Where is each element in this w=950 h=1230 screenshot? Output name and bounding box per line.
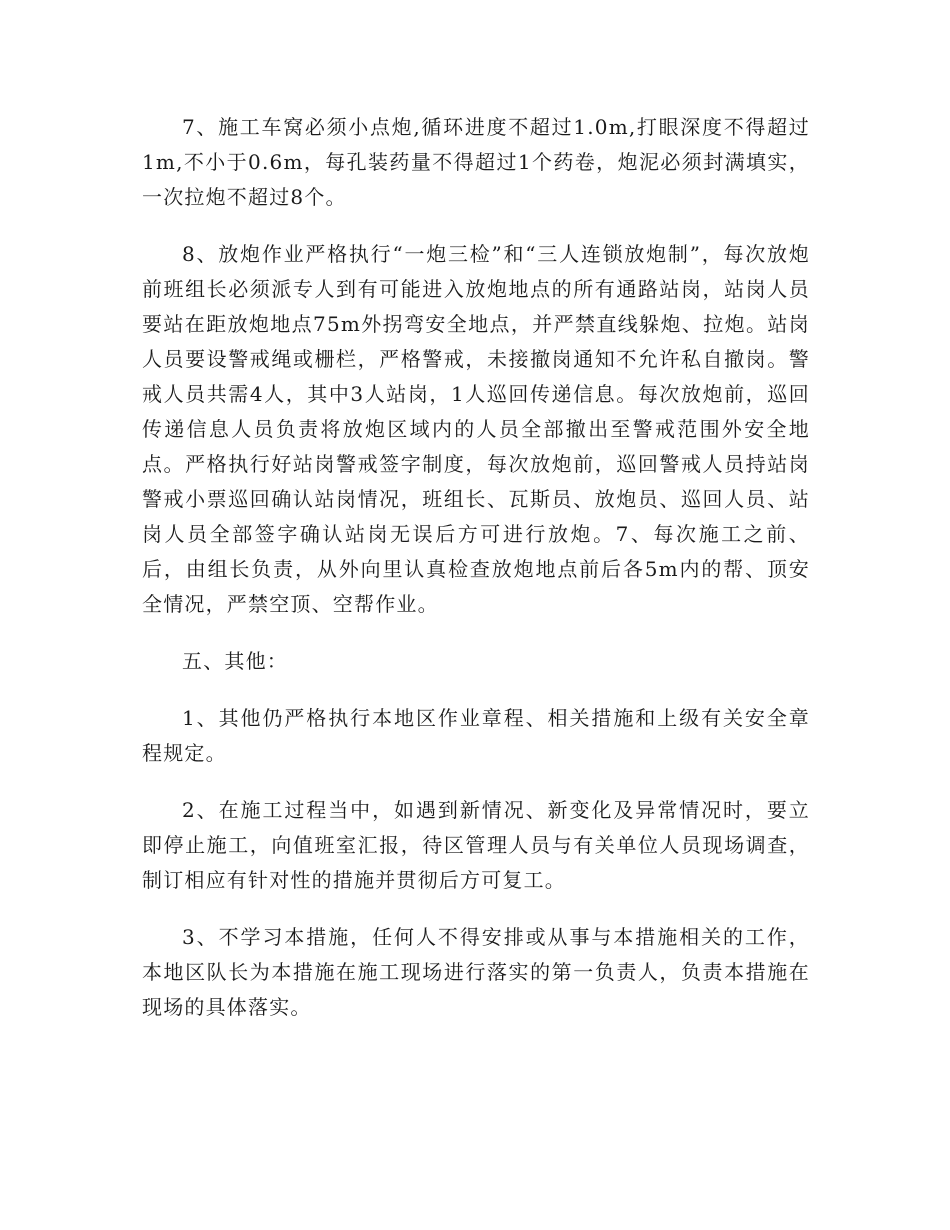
paragraph-item-other-2: 2、在施工过程当中，如遇到新情况、新变化及异常情况时，要立即停止施工，向值班室汇报，待区管理人员与有关单位人员现场调查，制订相应有针对性的措施并贯彻后方可复工。 <box>142 798 810 892</box>
paragraph-item-7: 7、施工车窝必须小点炮,循环进度不超过1.0m,打眼深度不得超过1m,不小于0.6m，每孔装药量不得超过1个药卷，炮泥必须封满填实，一次拉炮不超过8个。 <box>142 115 810 209</box>
paragraph-item-8: 8、放炮作业严格执行“一炮三检”和“三人连锁放炮制”，每次放炮前班组长必须派专人到有可能进入放炮地点的所有通路站岗，站岗人员要站在距放炮地点75m外拐弯安全地点，并严禁直线躲炮、拉炮。站岗人员要设警戒绳或栅栏，严格警戒，未接撤岗通知不允许私自撤岗。警戒人员共需4人，其中3人站岗，1人巡回传递信息。每次放炮前，巡回传递信息人员负责将放炮区域内的人员全部撤出至警戒范围外安全地点。严格执行好站岗警戒签字制度，每次放炮前，巡回警戒人员持站岗警戒小票巡回确认站岗情况，班组长、瓦斯员、放炮员、巡回人员、站岗人员全部签字确认站岗无误后方可进行放炮。7、每次施工之前、后，由组长负责，从外向里认真检查放炮地点前后各5m内的帮、顶安全情况，严禁空顶、空帮作业。 <box>142 242 810 616</box>
paragraph-item-other-3: 3、不学习本措施，任何人不得安排或从事与本措施相关的工作，本地区队长为本措施在施工现场进行落实的第一负责人，负责本措施在现场的具体落实。 <box>142 925 810 1019</box>
paragraph-item-other-1: 1、其他仍严格执行本地区作业章程、相关措施和上级有关安全章程规定。 <box>142 706 810 765</box>
section-heading-other: 五、其他： <box>182 649 288 673</box>
